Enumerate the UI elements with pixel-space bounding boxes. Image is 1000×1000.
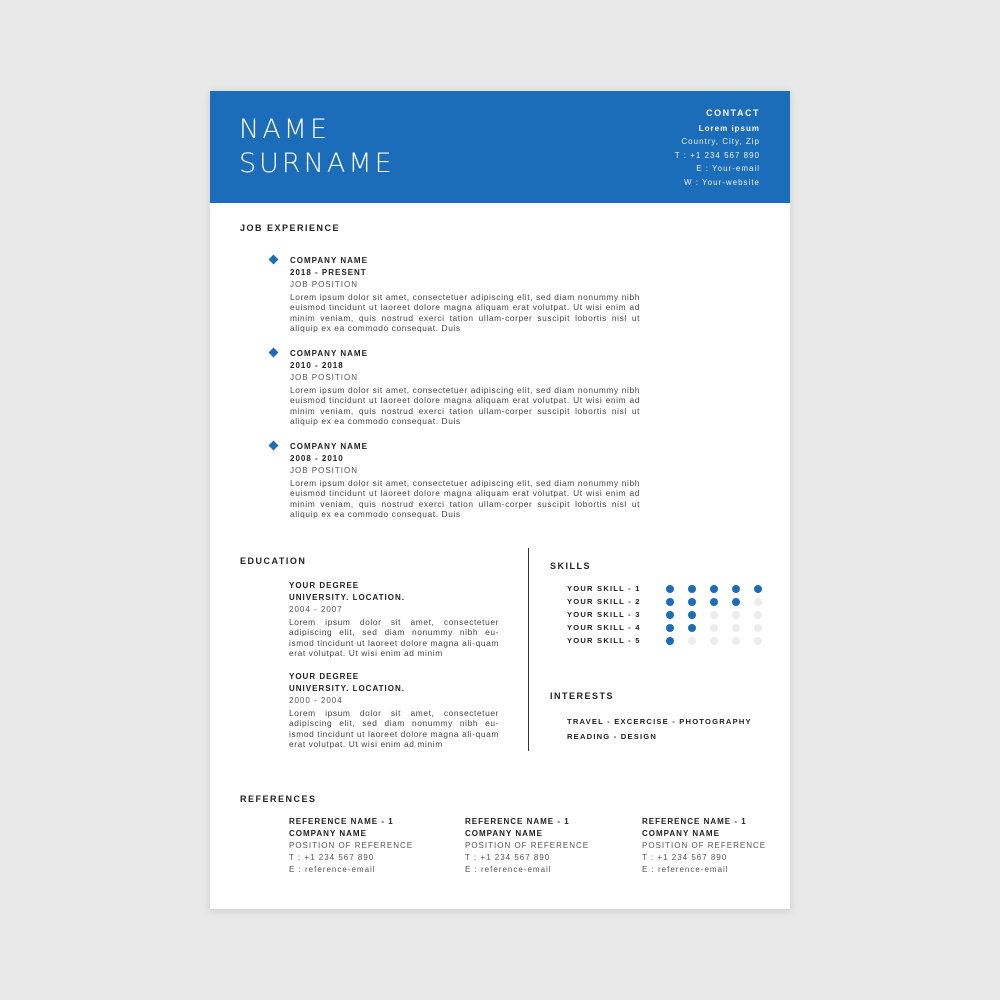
job-description: Lorem ipsum dolor sit amet, consectetuer adipiscing elit, sed diam nonummy nibh euismod tincidunt ut laoreet dolore magna aliquam erat volutpat. Ut wisi enim ad minim veniam, quis nostrud exerci tation ullam-corper suscipit lobortis nisl ut aliquip ex ea commodo consequat. Duis [290,385,640,427]
skill-dot-filled [710,598,718,606]
skill-label: YOUR SKILL - 3 [567,610,641,619]
skill-dot-empty [732,611,740,619]
skill-dot-filled [688,598,696,606]
references-title: REFERENCES [240,794,317,804]
job-years: 2008 - 2010 [290,454,344,463]
contact-website: W : Your-website [683,177,760,187]
skill-dot-filled [732,585,740,593]
diamond-bullet-icon [269,441,279,451]
job-years: 2010 - 2018 [290,361,344,370]
job-entry [290,441,640,520]
skill-label: YOUR SKILL - 1 [567,584,641,593]
skill-dot-filled [754,585,762,593]
education-years: 2000 - 2004 [289,696,343,705]
skill-dot-empty [710,611,718,619]
column-divider [528,548,529,751]
contact-block [675,107,760,189]
education-degree: YOUR DEGREE [289,581,360,590]
reference-name: REFERENCE NAME - 1 [642,817,747,826]
education-title: EDUCATION [240,556,307,566]
skill-dot-empty [754,598,762,606]
skill-label: YOUR SKILL - 4 [567,623,641,632]
skill-dot-filled [732,598,740,606]
interests-title: INTERESTS [550,691,615,701]
contact-company: Lorem ipsum [698,123,760,133]
skill-dot-empty [688,637,696,645]
education-degree: YOUR DEGREE [289,672,360,681]
skills-title: SKILLS [550,561,592,571]
skill-dot-filled [688,624,696,632]
skill-dot-empty [754,611,762,619]
reference-phone: T : +1 234 567 890 [289,853,375,862]
reference-email: E : reference-email [642,865,729,874]
diamond-bullet-icon [269,255,279,265]
reference-email: E : reference-email [465,865,552,874]
reference-name: REFERENCE NAME - 1 [465,817,570,826]
education-years: 2004 - 2007 [289,605,343,614]
surname: SURNAME [239,148,395,179]
job-description: Lorem ipsum dolor sit amet, consectetuer adipiscing elit, sed diam nonummy nibh euismod tincidunt ut laoreet dolore magna aliquam erat volutpat. Ut wisi enim ad minim veniam, quis nostrud exerci tation ullam-corper suscipit lobortis nisl ut aliquip ex ea commodo consequat. Duis [290,478,640,520]
reference-company: COMPANY NAME [465,829,543,838]
job-company: COMPANY NAME [290,256,368,265]
job-entry [290,348,640,427]
job-company: COMPANY NAME [290,442,368,451]
diamond-bullet-icon [269,348,279,358]
skill-dot-filled [688,611,696,619]
reference-position: POSITION OF REFERENCE [465,841,590,850]
interests-line: TRAVEL - EXCERCISE - PHOTOGRAPHY [567,717,752,726]
reference-entry [465,816,625,876]
resume-page [210,91,790,909]
job-position: JOB POSITION [290,466,359,475]
skill-dot-empty [732,637,740,645]
contact-phone: T : +1 234 567 890 [674,150,760,160]
reference-email: E : reference-email [289,865,376,874]
skill-dot-filled [666,624,674,632]
skill-dot-filled [688,585,696,593]
skill-label: YOUR SKILL - 5 [567,636,641,645]
reference-company: COMPANY NAME [289,829,367,838]
contact-email: E : Your-email [696,164,760,173]
reference-entry [289,816,449,876]
skill-dot-filled [710,585,718,593]
first-name: NAME [239,114,331,145]
contact-title: CONTACT [706,108,760,118]
skill-label: YOUR SKILL - 2 [567,597,641,606]
skill-dot-filled [666,637,674,645]
reference-position: POSITION OF REFERENCE [289,841,414,850]
job-position: JOB POSITION [290,373,359,382]
reference-entry [642,816,802,876]
education-entry [289,671,499,750]
skill-dot-empty [710,637,718,645]
education-entry [289,580,499,659]
education-university: UNIVERSITY. LOCATION. [289,593,405,602]
job-entry [290,255,640,334]
reference-phone: T : +1 234 567 890 [642,853,728,862]
job-description: Lorem ipsum dolor sit amet, consectetuer adipiscing elit, sed diam nonummy nibh euismod tincidunt ut laoreet dolore magna aliquam erat volutpat. Ut wisi enim ad minim veniam, quis nostrud exerci tation ullam-corper suscipit lobortis nisl ut aliquip ex ea commodo consequat. Duis [290,292,640,334]
education-description: Lorem ipsum dolor sit amet, consectetuer adipiscing elit, sed diam nonummy nibh eu-ismod tincidunt ut laoreet dolore magna ali-quam erat volutpat. Ut wisi enim ad minim [289,617,499,659]
education-university: UNIVERSITY. LOCATION. [289,684,405,693]
reference-name: REFERENCE NAME - 1 [289,817,394,826]
skill-dot-filled [666,585,674,593]
job-position: JOB POSITION [290,280,359,289]
interests-list [567,714,752,744]
job-years: 2018 - PRESENT [290,268,367,277]
skill-dot-filled [666,611,674,619]
skill-dot-empty [732,624,740,632]
interests-line: READING - DESIGN [567,732,658,741]
skill-dot-empty [710,624,718,632]
name-block [239,113,395,181]
reference-position: POSITION OF REFERENCE [642,841,767,850]
reference-phone: T : +1 234 567 890 [465,853,551,862]
skill-dot-empty [754,637,762,645]
job-experience-title: JOB EXPERIENCE [240,223,341,233]
education-description: Lorem ipsum dolor sit amet, consectetuer adipiscing elit, sed diam nonummy nibh eu-ismod tincidunt ut laoreet dolore magna ali-quam erat volutpat. Ut wisi enim ad minim [289,708,499,750]
skill-dot-filled [666,598,674,606]
header-banner [210,91,790,203]
job-company: COMPANY NAME [290,349,368,358]
reference-company: COMPANY NAME [642,829,720,838]
contact-address: Country, City, Zip [681,137,760,146]
skill-dot-empty [754,624,762,632]
